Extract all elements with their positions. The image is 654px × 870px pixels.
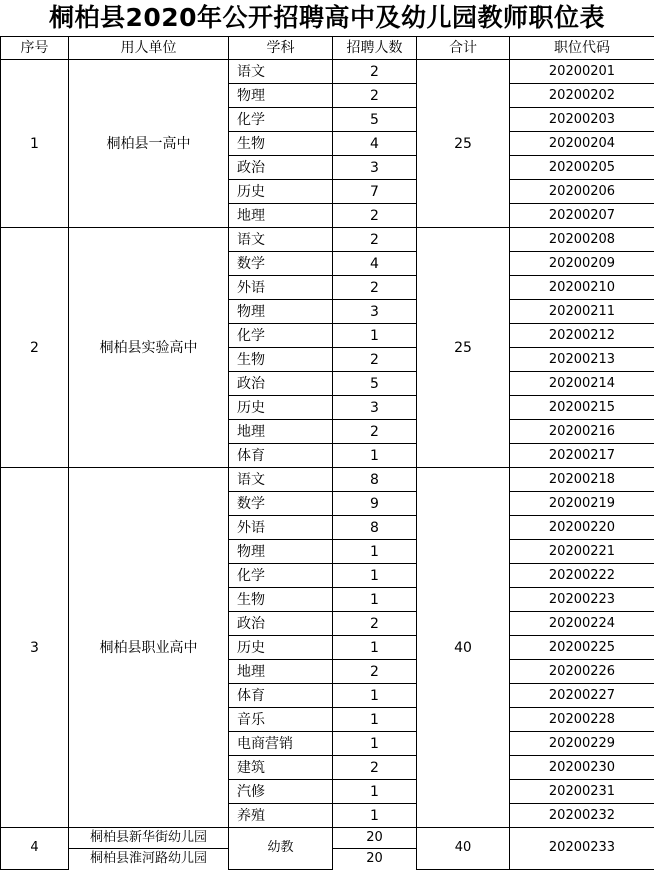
hire-count-cell: 2	[333, 84, 417, 108]
hire-count-cell: 2	[333, 612, 417, 636]
table-row	[1, 468, 654, 492]
subject-cell: 外语	[229, 276, 333, 300]
hire-count-cell: 2	[333, 756, 417, 780]
subject-cell: 电商营销	[229, 732, 333, 756]
employer-unit: 桐柏县职业高中	[69, 468, 229, 828]
subject-cell: 政治	[229, 156, 333, 180]
position-code-cell: 20200227	[510, 684, 654, 708]
hire-count-cell: 20	[333, 828, 417, 849]
row-number: 3	[1, 468, 69, 828]
subject-cell: 汽修	[229, 780, 333, 804]
hire-count-cell: 4	[333, 132, 417, 156]
total-cell: 40	[417, 468, 510, 828]
position-code-cell: 20200204	[510, 132, 654, 156]
hire-count-cell: 4	[333, 252, 417, 276]
header-cell-unit: 用人单位	[69, 37, 229, 60]
hire-count-cell: 1	[333, 684, 417, 708]
position-code-cell: 20200201	[510, 60, 654, 84]
subject-cell: 物理	[229, 300, 333, 324]
subject-cell: 化学	[229, 108, 333, 132]
hire-count-cell: 8	[333, 468, 417, 492]
table-row	[1, 228, 654, 252]
hire-count-cell: 20	[333, 849, 417, 870]
header-cell-count: 招聘人数	[333, 37, 417, 60]
hire-count-cell: 1	[333, 636, 417, 660]
subject-cell: 生物	[229, 588, 333, 612]
subject-cell: 外语	[229, 516, 333, 540]
row-number: 2	[1, 228, 69, 468]
subject-cell: 生物	[229, 348, 333, 372]
hire-count-cell: 2	[333, 204, 417, 228]
hire-count-cell: 3	[333, 300, 417, 324]
total-cell: 25	[417, 228, 510, 468]
total-cell: 25	[417, 60, 510, 228]
hire-count-cell: 1	[333, 588, 417, 612]
row-number: 4	[1, 828, 69, 870]
hire-count-cell: 1	[333, 780, 417, 804]
hire-count-cell: 2	[333, 348, 417, 372]
hire-count-cell: 1	[333, 708, 417, 732]
subject-cell: 数学	[229, 492, 333, 516]
subject-cell: 地理	[229, 420, 333, 444]
hire-count-cell: 2	[333, 660, 417, 684]
subject-cell: 语文	[229, 468, 333, 492]
position-code-cell: 20200230	[510, 756, 654, 780]
position-code-cell: 20200208	[510, 228, 654, 252]
subject-cell: 地理	[229, 660, 333, 684]
position-code-cell: 20200211	[510, 300, 654, 324]
subject-cell: 建筑	[229, 756, 333, 780]
position-code-cell: 20200206	[510, 180, 654, 204]
position-code-cell: 20200213	[510, 348, 654, 372]
position-code-cell: 20200203	[510, 108, 654, 132]
subject-cell: 历史	[229, 636, 333, 660]
header-cell-total: 合计	[417, 37, 510, 60]
subject-cell: 幼教	[229, 828, 333, 870]
position-code-cell: 20200231	[510, 780, 654, 804]
position-code-cell: 20200224	[510, 612, 654, 636]
position-code-cell: 20200222	[510, 564, 654, 588]
table-row	[1, 828, 654, 849]
position-code-cell: 20200233	[510, 828, 654, 870]
subject-cell: 音乐	[229, 708, 333, 732]
subject-cell: 语文	[229, 228, 333, 252]
hire-count-cell: 1	[333, 804, 417, 828]
position-code-cell: 20200225	[510, 636, 654, 660]
hire-count-cell: 5	[333, 108, 417, 132]
subject-cell: 物理	[229, 540, 333, 564]
employer-unit: 桐柏县实验高中	[69, 228, 229, 468]
hire-count-cell: 2	[333, 420, 417, 444]
row-number: 1	[1, 60, 69, 228]
position-code-cell: 20200207	[510, 204, 654, 228]
employer-unit: 桐柏县一高中	[69, 60, 229, 228]
position-code-cell: 20200228	[510, 708, 654, 732]
page-title: 桐柏县2020年公开招聘高中及幼儿园教师职位表	[48, 3, 606, 32]
employer-unit: 桐柏县淮河路幼儿园	[69, 849, 229, 870]
hire-count-cell: 5	[333, 372, 417, 396]
header-cell-subject: 学科	[229, 37, 333, 60]
position-code-cell: 20200215	[510, 396, 654, 420]
position-code-cell: 20200216	[510, 420, 654, 444]
subject-cell: 物理	[229, 84, 333, 108]
position-code-cell: 20200219	[510, 492, 654, 516]
position-code-cell: 20200212	[510, 324, 654, 348]
hire-count-cell: 3	[333, 396, 417, 420]
hire-count-cell: 1	[333, 540, 417, 564]
header-row	[1, 37, 654, 60]
subject-cell: 养殖	[229, 804, 333, 828]
employer-unit: 桐柏县新华街幼儿园	[69, 828, 229, 849]
header-cell-no: 序号	[1, 37, 69, 60]
header-cell-code: 职位代码	[510, 37, 654, 60]
hire-count-cell: 9	[333, 492, 417, 516]
hire-count-cell: 1	[333, 324, 417, 348]
position-code-cell: 20200217	[510, 444, 654, 468]
hire-count-cell: 2	[333, 228, 417, 252]
positions-table	[0, 36, 654, 870]
subject-cell: 数学	[229, 252, 333, 276]
position-code-cell: 20200229	[510, 732, 654, 756]
subject-cell: 语文	[229, 60, 333, 84]
hire-count-cell: 3	[333, 156, 417, 180]
subject-cell: 地理	[229, 204, 333, 228]
subject-cell: 历史	[229, 180, 333, 204]
hire-count-cell: 7	[333, 180, 417, 204]
position-code-cell: 20200220	[510, 516, 654, 540]
hire-count-cell: 1	[333, 444, 417, 468]
position-code-cell: 20200232	[510, 804, 654, 828]
subject-cell: 生物	[229, 132, 333, 156]
subject-cell: 体育	[229, 444, 333, 468]
subject-cell: 历史	[229, 396, 333, 420]
position-code-cell: 20200218	[510, 468, 654, 492]
subject-cell: 化学	[229, 564, 333, 588]
position-code-cell: 20200223	[510, 588, 654, 612]
position-code-cell: 20200202	[510, 84, 654, 108]
subject-cell: 化学	[229, 324, 333, 348]
position-code-cell: 20200226	[510, 660, 654, 684]
hire-count-cell: 8	[333, 516, 417, 540]
hire-count-cell: 2	[333, 60, 417, 84]
position-code-cell: 20200214	[510, 372, 654, 396]
subject-cell: 政治	[229, 612, 333, 636]
subject-cell: 体育	[229, 684, 333, 708]
position-code-cell: 20200209	[510, 252, 654, 276]
total-cell: 40	[417, 828, 510, 870]
position-code-cell: 20200210	[510, 276, 654, 300]
hire-count-cell: 1	[333, 732, 417, 756]
table-row	[1, 60, 654, 84]
position-code-cell: 20200205	[510, 156, 654, 180]
subject-cell: 政治	[229, 372, 333, 396]
hire-count-cell: 1	[333, 564, 417, 588]
hire-count-cell: 2	[333, 276, 417, 300]
position-code-cell: 20200221	[510, 540, 654, 564]
